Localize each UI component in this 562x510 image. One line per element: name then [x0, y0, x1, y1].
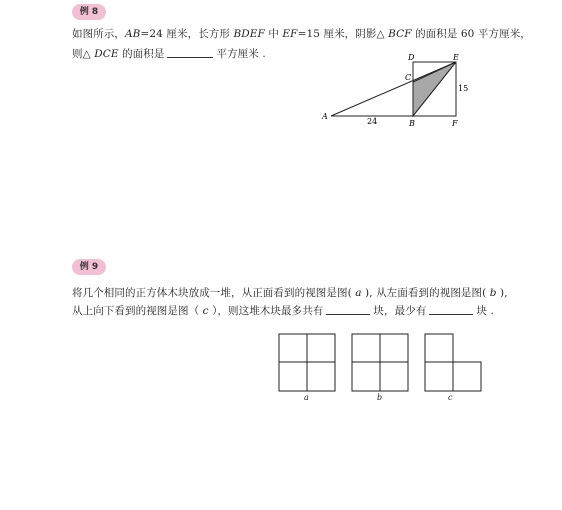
example-9-text-line-1: 将几个相同的正方体木块放成一堆，从正面看到的视图是图( a ), 从左面看到的视图是图( b ),: [72, 287, 508, 299]
label-F: F: [452, 119, 458, 128]
view-a-caption: a: [304, 393, 309, 402]
example-8-text-line-1: 如图所示，AB=24 厘米，长方形 BDEF 中 EF=15 厘米，阴影△ BCF 的面积是 60 平方厘米，: [72, 28, 531, 40]
answer-blank-min-blocks[interactable]: [429, 304, 473, 315]
view-b-grid: [352, 334, 408, 391]
answer-blank-max-blocks[interactable]: [326, 304, 370, 315]
example-9-badge: 例 9: [72, 259, 106, 275]
length-ab: 24: [367, 117, 378, 126]
view-b-caption: b: [377, 393, 383, 402]
example-8-badge: 例 8: [72, 4, 106, 20]
label-B: B: [409, 119, 415, 128]
length-ef: 15: [458, 84, 469, 93]
label-C: C: [405, 73, 412, 82]
view-a-grid: [279, 334, 335, 391]
view-c-caption: c: [448, 393, 453, 402]
view-c-grid: [425, 334, 481, 391]
example-9-text-line-2: 从上向下看到的视图是图（ c ），则这堆木块最多共有 块，最少有 块 .: [72, 305, 494, 317]
geometry-figure: [0, 50, 562, 180]
line-ae: [331, 62, 456, 116]
example-8-text-line-2: 则△ DCE 的面积是 平方厘米 .: [72, 48, 266, 60]
three-views-figure: [0, 330, 562, 400]
label-E: E: [453, 53, 459, 62]
label-A: A: [322, 112, 328, 121]
label-D: D: [408, 53, 415, 62]
